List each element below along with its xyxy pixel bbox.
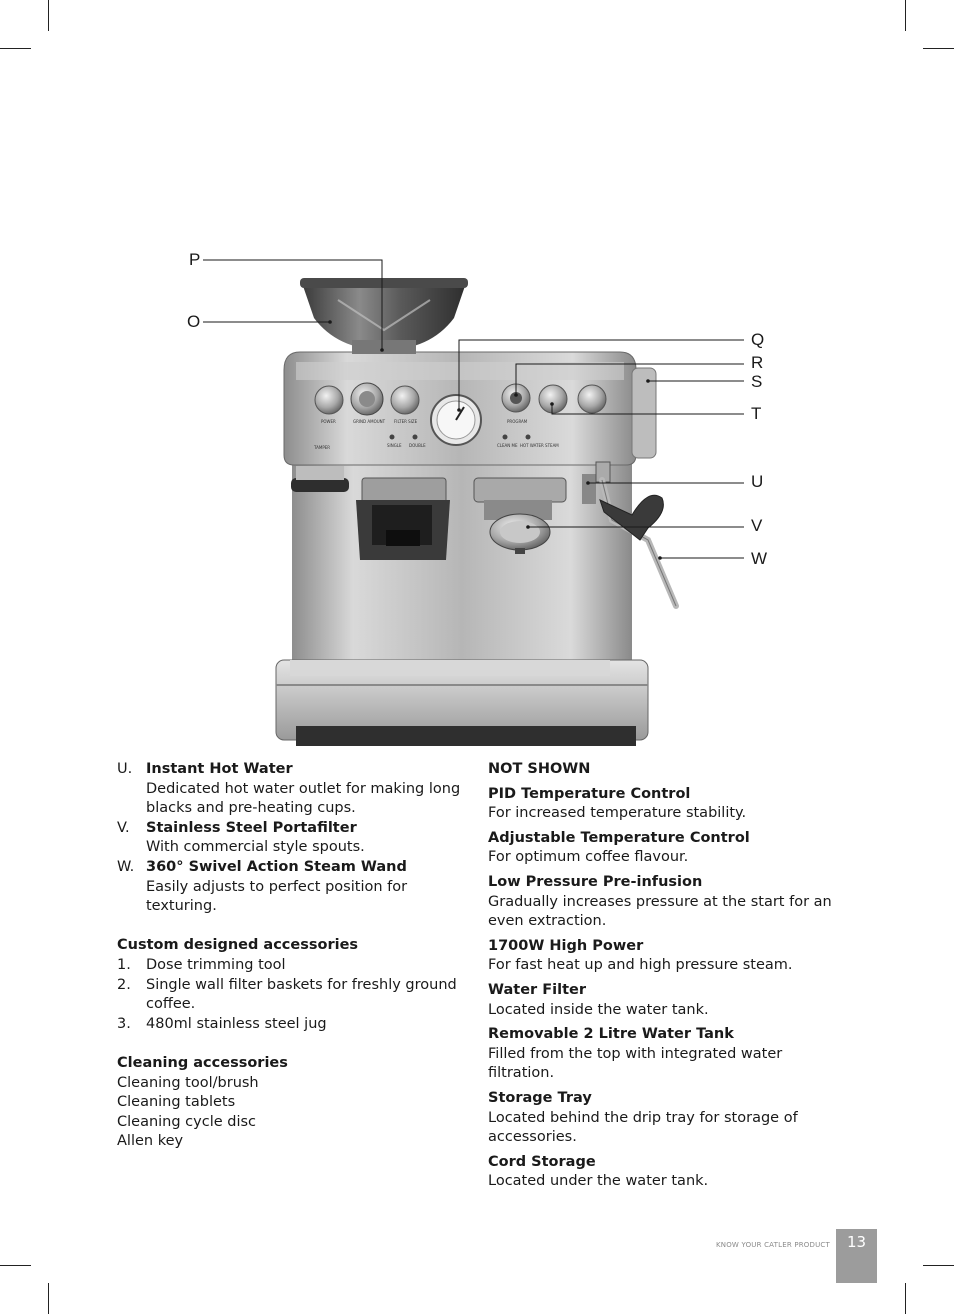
feature-item [488,937,838,976]
feature-item [488,981,838,1020]
filter-size-button [391,386,419,414]
feature-title: Storage Tray [488,1089,592,1106]
espresso-machine-illustration [180,245,780,750]
list-number: 1. [117,956,131,973]
list-text: Dose trimming tool [146,956,286,973]
magnetic-tamper [291,478,349,492]
item-u [117,760,467,819]
right-column [488,760,838,1197]
feature-title: PID Temperature Control [488,785,691,802]
callout-v: V [751,516,763,535]
callout-o: O [187,312,201,331]
item-letter: W. [117,858,135,875]
feature-title: Cord Storage [488,1153,596,1170]
item-title: Stainless Steel Portafilter [146,819,357,836]
tamper-label: TAMPER [314,445,331,450]
left-column [117,760,467,1152]
crop-mark-bottom-right-h [923,1265,954,1266]
callout-t: T [751,404,762,423]
power-button [315,386,343,414]
item-description: Dedicated hot water outlet for making long blacks and pre-heating cups. [146,780,461,817]
feature-title: Water Filter [488,981,586,998]
feature-title: 1700W High Power [488,937,644,954]
single-cup-button [539,385,567,413]
crop-mark-top-right-v [905,0,906,31]
cleaning-accessories-heading: Cleaning accessories [117,1054,288,1071]
item-letter: U. [117,761,133,777]
list-item [117,976,467,1015]
callout-r: R [751,353,764,372]
feature-description: Located behind the drip tray for storage of accessories. [488,1109,798,1146]
feature-description: For fast heat up and high pressure steam. [488,957,793,974]
list-item [117,956,467,976]
list-number: 2. [117,976,131,993]
not-shown-heading: NOT SHOWN [488,761,591,777]
page-number-box [836,1229,877,1283]
list-text: Single wall filter baskets for freshly ground coffee. [146,976,457,1013]
feature-item [488,1025,838,1084]
page-number: 13 [846,1233,867,1251]
callout-w: W [751,549,768,568]
crop-mark-top-left-v [48,0,49,31]
power-label: POWER [321,419,336,424]
feature-description: For optimum coffee flavour. [488,849,689,866]
feature-title: Removable 2 Litre Water Tank [488,1026,734,1043]
bean-hopper [302,283,466,350]
custom-accessories-heading: Custom designed accessories [117,937,359,954]
crop-mark-bottom-left-h [0,1265,31,1266]
feature-item [488,829,838,868]
callout-p: P [189,250,201,269]
feature-description: For increased temperature stability. [488,805,747,822]
item-title: Instant Hot Water [146,761,293,777]
feature-description: Located under the water tank. [488,1173,709,1190]
hot-water-steam-label: HOT WATER STEAM [520,443,559,448]
item-description: Easily adjusts to perfect position for texturing. [146,878,408,915]
water-tank-side [632,368,656,458]
crop-mark-bottom-left-v [48,1283,49,1314]
feature-description: Gradually increases pressure at the start for an even extraction. [488,893,832,930]
double-cup-button [578,385,606,413]
single-label: SINGLE [387,443,402,448]
item-title: 360° Swivel Action Steam Wand [146,858,407,875]
list-item: Cleaning tool/brush [117,1074,259,1091]
clean-me-label: CLEAN ME [497,443,518,448]
feature-item [488,1089,838,1148]
crop-mark-top-right-h [923,48,954,49]
footer-section-label: KNOW YOUR CATLER PRODUCT [716,1241,830,1249]
item-description: With commercial style spouts. [146,839,365,856]
item-w [117,858,467,917]
feature-item [488,1153,838,1192]
feature-description: Located inside the water tank. [488,1001,709,1018]
callout-u: U [751,472,764,491]
callout-q: Q [751,330,765,349]
grind-amount-label: GRIND AMOUNT [353,419,386,424]
crop-mark-bottom-right-v [905,1283,906,1314]
feature-title: Adjustable Temperature Control [488,829,750,846]
filter-size-label: FILTER SIZE [394,419,418,424]
group-head [474,478,566,502]
list-item: Cleaning tablets [117,1094,236,1111]
list-number: 3. [117,1015,131,1032]
list-item [117,1015,467,1035]
item-v [117,819,467,858]
list-item: Allen key [117,1133,184,1150]
feature-description: Filled from the top with integrated water filtration. [488,1045,783,1082]
feature-item [488,873,838,932]
program-label: PROGRAM [507,419,528,424]
feature-item [488,785,838,824]
item-letter: V. [117,819,130,836]
list-item: Cleaning cycle disc [117,1113,257,1130]
callout-s: S [751,372,763,391]
double-label: DOUBLE [409,443,426,448]
hot-water-outlet [582,474,596,504]
feature-title: Low Pressure Pre-infusion [488,873,703,890]
crop-mark-top-left-h [0,48,31,49]
list-text: 480ml stainless steel jug [146,1015,327,1032]
